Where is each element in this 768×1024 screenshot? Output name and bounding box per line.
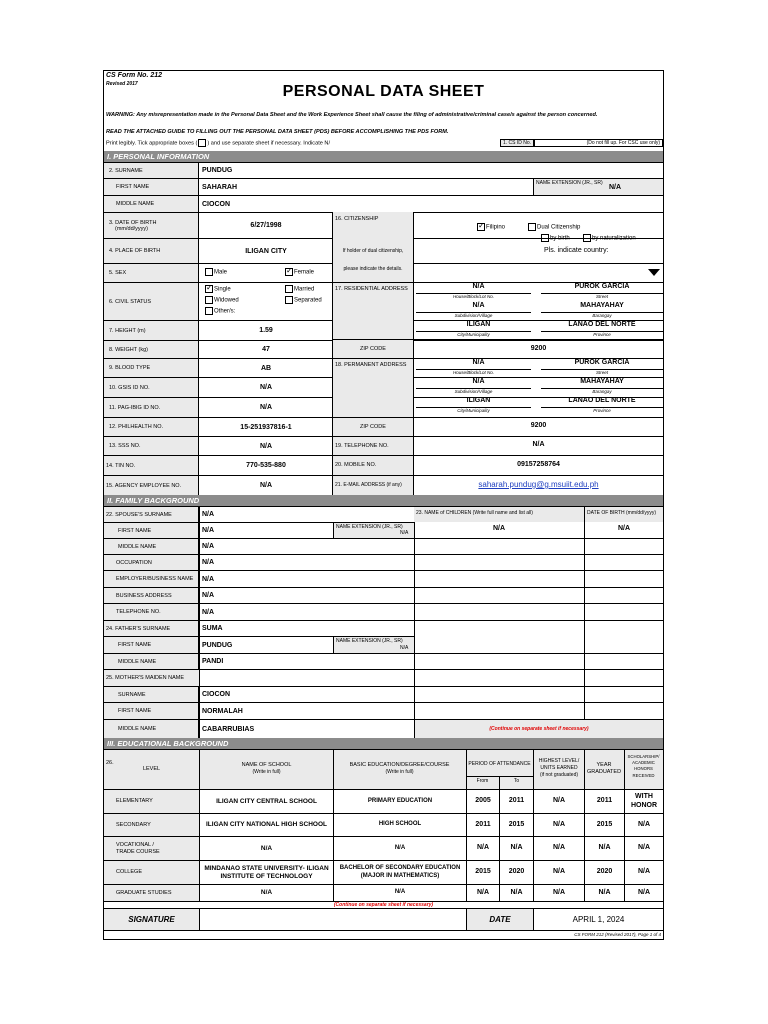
- page-title: PERSONAL DATA SHEET: [282, 83, 485, 100]
- mother-maiden-row: [104, 669, 663, 686]
- edu-from: N/A: [476, 844, 490, 852]
- edu-level-cell: [104, 885, 199, 901]
- height-label: 7. HEIGHT (m): [104, 321, 199, 340]
- edu-level-cell: [104, 790, 199, 813]
- citizenship-label-cell: 16. CITIZENSHIP If holder of dual citizenship, please indicate the details.: [332, 212, 414, 282]
- first-name-value[interactable]: SAHARAH: [202, 183, 237, 191]
- section-personal-information: I. PERSONAL INFORMATION: [104, 151, 663, 162]
- gsis-value[interactable]: N/A: [259, 384, 273, 391]
- edu-school: N/A: [260, 844, 273, 852]
- edu-units: N/A: [552, 844, 566, 852]
- edu-course: N/A: [394, 844, 406, 851]
- telephone-label: 19. TELEPHONE NO.: [332, 436, 414, 455]
- spouse-telephone-value[interactable]: N/A: [202, 608, 215, 616]
- page-footer: CS FORM 212 (Revised 2017), Page 1 of 4: [574, 932, 661, 937]
- education-row: [104, 789, 663, 813]
- edu-units-header: HIGHEST LEVEL/ UNITS EARNED (if not graduated): [538, 758, 580, 778]
- first-name-row: [104, 178, 663, 195]
- mother-surname-value[interactable]: CIOCON: [202, 691, 230, 698]
- res-house-value[interactable]: N/A: [472, 283, 485, 290]
- spouse-first-row: [104, 522, 414, 538]
- philhealth-value[interactable]: 15-251937816-1: [240, 423, 292, 431]
- birth-date-label: 3. DATE OF BIRTH (mm/dd/yyyy): [104, 213, 199, 238]
- edu-honors-cell[interactable]: [625, 837, 663, 860]
- street-caption: Street: [541, 293, 663, 299]
- edu-level: GRADUATE STUDIES: [116, 889, 172, 896]
- father-ext-cell: NAME EXTENSION (JR., SR): [333, 637, 414, 653]
- signature-label: SIGNATURE: [104, 908, 200, 931]
- philhealth-label: 12. PHILHEALTH NO.: [104, 418, 199, 436]
- father-ext-value[interactable]: N/A: [400, 645, 409, 651]
- edu-course-cell[interactable]: [334, 885, 466, 901]
- spouse-middle-row: [104, 538, 663, 554]
- education-row: [104, 884, 663, 901]
- child-dob-value[interactable]: N/A: [617, 525, 631, 532]
- edu-units: N/A: [552, 888, 566, 896]
- edu-year-cell[interactable]: [585, 814, 624, 836]
- tin-label: 14. TIN NO.: [104, 456, 199, 475]
- father-middle-row: [104, 653, 663, 669]
- mother-middle-label: MIDDLE NAME: [104, 720, 199, 738]
- chevron-down-icon[interactable]: [648, 269, 660, 276]
- by-naturalization-checkbox[interactable]: [583, 234, 591, 242]
- edu-year: N/A: [598, 844, 611, 852]
- edu-from-header: From: [476, 778, 489, 784]
- middle-name-row: [104, 195, 663, 212]
- father-surname-value[interactable]: SUMA: [202, 625, 223, 632]
- agency-label: 15. AGENCY EMPLOYEE NO.: [104, 476, 199, 495]
- edu-units: N/A: [552, 820, 566, 828]
- edu-honors: N/A: [637, 820, 651, 828]
- edu-year-cell[interactable]: [585, 861, 624, 884]
- edu-level: SECONDARY: [116, 821, 151, 828]
- perm-house-caption: House/Block/Lot No.: [416, 369, 531, 375]
- sss-label: 13. SSS NO.: [104, 437, 199, 455]
- province-caption: Province: [541, 331, 663, 337]
- edu-from-cell[interactable]: [467, 861, 499, 884]
- res-zip-value[interactable]: 9200: [414, 339, 663, 358]
- widowed-checkbox[interactable]: [205, 296, 213, 304]
- perm-subdivision-value[interactable]: N/A: [472, 378, 485, 385]
- perm-street-caption: Street: [541, 369, 663, 375]
- spouse-surname-label: 22. SPOUSE'S SURNAME: [104, 507, 199, 522]
- tick-sample-checkbox: [198, 139, 206, 147]
- res-subdivision-value[interactable]: N/A: [472, 302, 485, 309]
- edu-school-cell[interactable]: [200, 885, 333, 901]
- family-continue-note: (Continue on separate sheet if necessary): [415, 720, 663, 738]
- barangay-caption: Barangay: [541, 312, 663, 318]
- edu-to-cell[interactable]: [500, 885, 533, 901]
- perm-street-value[interactable]: PUROK GARCIA: [574, 359, 630, 366]
- civil-married-option[interactable]: Married: [285, 285, 314, 293]
- perm-province-caption: Province: [541, 407, 663, 413]
- education-row: [104, 860, 663, 884]
- edu-course: BACHELOR OF SECONDARY EDUCATION: [339, 865, 461, 872]
- edu-from: N/A: [476, 888, 490, 896]
- occupation-value[interactable]: N/A: [202, 559, 215, 566]
- children-header: 23. NAME of CHILDREN (Write full name and list all): [414, 506, 584, 522]
- father-surname-row: [104, 620, 663, 636]
- country-prompt: Pls. indicate country:: [544, 247, 609, 254]
- edu-units-cell[interactable]: [534, 790, 584, 813]
- date-value[interactable]: APRIL 1, 2024: [534, 908, 663, 931]
- dual-by-birth-option[interactable]: by birth: [541, 234, 570, 242]
- edu-level-cell: [104, 861, 199, 884]
- signature-field[interactable]: [200, 908, 466, 931]
- form-revised: Revised 2017: [106, 81, 138, 87]
- perm-city-value[interactable]: ILIGAN: [466, 397, 491, 404]
- mobile-value[interactable]: 09157258764: [517, 461, 560, 468]
- employer-label: EMPLOYER/BUSINESS NAME: [104, 571, 199, 587]
- edu-course-line2: (MAJOR IN MATHEMATICS): [360, 872, 440, 879]
- dual-citizenship-checkbox[interactable]: [528, 223, 536, 231]
- res-street-value[interactable]: PUROK GARCIA: [574, 283, 630, 290]
- edu-honors-header: SCHOLARSHIP/ ACADEMIC HONORS RECEIVED: [627, 754, 660, 778]
- edu-to: 2020: [508, 868, 525, 876]
- edu-year-header: YEAR GRADUATED: [586, 762, 622, 776]
- edu-level: ELEMENTARY: [116, 798, 153, 805]
- edu-year: 2020: [596, 868, 613, 876]
- perm-zip-label: ZIP CODE: [332, 417, 414, 436]
- edu-from: 2015: [475, 868, 491, 876]
- mobile-label: 20. MOBILE NO.: [332, 455, 414, 475]
- edu-level-cell: [104, 814, 199, 836]
- children-dob-header: DATE OF BIRTH (mm/dd/yyyy): [585, 506, 663, 522]
- edu-school-cell[interactable]: [200, 861, 333, 884]
- edu-to: N/A: [510, 888, 523, 896]
- perm-barangay-value[interactable]: MAHAYAHAY: [580, 378, 624, 385]
- edu-from: 2005: [475, 797, 491, 805]
- edu-school-cell[interactable]: [200, 814, 333, 836]
- sex-female-option[interactable]: ✓ Female: [285, 268, 314, 276]
- pagibig-label: 11. PAG-IBIG ID NO.: [104, 398, 199, 417]
- section-educational-background: III. EDUCATIONAL BACKGROUND: [104, 738, 663, 749]
- civil-others-option[interactable]: Other/s:: [205, 307, 235, 315]
- spouse-first-value[interactable]: N/A: [202, 527, 215, 534]
- edu-to-header: To: [513, 778, 520, 784]
- agency-value[interactable]: N/A: [259, 482, 273, 489]
- perm-province-value[interactable]: LANAO DEL NORTE: [568, 397, 636, 404]
- res-province-value[interactable]: LANAO DEL NORTE: [568, 321, 636, 328]
- pagibig-value[interactable]: N/A: [259, 404, 273, 411]
- edu-school: ILIGAN CITY NATIONAL HIGH SCHOOL: [206, 821, 327, 829]
- edu-year-cell[interactable]: [585, 885, 624, 901]
- date-label: DATE: [466, 908, 534, 931]
- employer-row: [104, 570, 663, 587]
- edu-units-cell[interactable]: [534, 814, 584, 836]
- edu-school-cell[interactable]: [200, 837, 333, 860]
- mother-middle-value[interactable]: CABARRUBIAS: [202, 725, 255, 733]
- employer-value[interactable]: N/A: [202, 575, 215, 583]
- mother-first-label: FIRST NAME: [104, 703, 199, 719]
- sss-value[interactable]: N/A: [259, 442, 273, 450]
- spouse-first-label: FIRST NAME: [104, 523, 199, 538]
- edu-from-cell[interactable]: [467, 814, 499, 836]
- citizenship-filipino-option[interactable]: ✓Filipino: [477, 223, 505, 231]
- education-row: [104, 813, 663, 836]
- edu-year: 2015: [596, 820, 613, 828]
- single-checkbox[interactable]: [205, 285, 213, 293]
- edu-to: N/A: [510, 844, 523, 852]
- edu-to-cell[interactable]: [500, 790, 533, 813]
- surname-value[interactable]: PUNDUG: [202, 167, 233, 174]
- perm-house-value[interactable]: N/A: [472, 359, 485, 366]
- edu-year-cell[interactable]: [585, 790, 624, 813]
- edu-level-header: LEVEL: [142, 766, 161, 772]
- blood-type-label: 9. BLOOD TYPE: [104, 359, 199, 377]
- edu-course-cell[interactable]: [334, 814, 466, 836]
- edu-to-cell[interactable]: [500, 837, 533, 860]
- spouse-telephone-label: TELEPHONE NO.: [104, 604, 199, 620]
- house-caption: House/Block/Lot No.: [416, 293, 531, 299]
- edu-level-cell: [104, 837, 199, 860]
- tin-value[interactable]: 770-535-880: [246, 462, 286, 469]
- perm-barangay-caption: Barangay: [541, 388, 663, 394]
- edu-school: MINDANAO STATE UNIVERSITY- ILIGAN: [204, 864, 329, 872]
- perm-zip-value[interactable]: 9200: [530, 422, 547, 429]
- education-header: [104, 749, 663, 789]
- business-address-row: [104, 587, 663, 603]
- spouse-telephone-row: [104, 603, 663, 620]
- email-link[interactable]: saharah.pundug@g.msuiit.edu.ph: [478, 480, 599, 489]
- edu-units-cell[interactable]: [534, 837, 584, 860]
- civil-widowed-option[interactable]: Widowed: [205, 296, 239, 304]
- civil-single-option[interactable]: ✓Single: [205, 285, 231, 293]
- edu-to-cell[interactable]: [500, 814, 533, 836]
- email-label: 21. E-MAIL ADDRESS (if any): [332, 475, 414, 495]
- res-city-value[interactable]: ILIGAN: [466, 321, 491, 328]
- father-first-label: FIRST NAME: [104, 637, 199, 653]
- email-value[interactable]: [414, 475, 663, 495]
- edu-course-cell[interactable]: [334, 790, 466, 813]
- mother-maiden-label: 25. MOTHER'S MAIDEN NAME: [104, 670, 200, 686]
- res-barangay-value[interactable]: MAHAYAHAY: [580, 302, 624, 309]
- weight-label: 8. WEIGHT (kg): [104, 341, 199, 358]
- country-dropdown[interactable]: [414, 263, 663, 282]
- edu-school-line2: INSTITUTE OF TECHNOLOGY: [220, 872, 313, 880]
- edu-level-line2: TRADE COURSE: [116, 848, 160, 855]
- pds-form: [103, 70, 664, 940]
- cs-id-note: (Do not fill up. For CSC use only): [534, 139, 663, 147]
- civil-status-label: 6. CIVIL STATUS: [104, 283, 199, 320]
- guide-notice: READ THE ATTACHED GUIDE TO FILLING OUT THE PERSONAL DATA SHEET (PDS) BEFORE ACCOMPLISHING THE PDS FORM.: [106, 129, 449, 135]
- edu-course-cell[interactable]: [334, 837, 466, 860]
- height-value[interactable]: 1.59: [259, 327, 273, 334]
- middle-name-value[interactable]: CIOCON: [202, 200, 230, 208]
- perm-city-caption: City/Municipality: [416, 407, 531, 413]
- edu-honors: WITH: [635, 793, 653, 801]
- edu-honors: N/A: [637, 888, 651, 896]
- edu-honors-cell[interactable]: [625, 885, 663, 901]
- birth-date-value[interactable]: 6/27/1998: [250, 222, 282, 229]
- sex-label: 5. SEX: [104, 264, 199, 282]
- edu-year-cell[interactable]: [585, 837, 624, 860]
- edu-to: 2011: [508, 797, 525, 805]
- child-name-value[interactable]: N/A: [492, 525, 506, 532]
- spouse-ext-cell: NAME EXTENSION (JR., SR): [333, 523, 414, 538]
- father-first-value[interactable]: PUNDUG: [202, 641, 233, 649]
- edu-honors-cell[interactable]: [625, 861, 663, 884]
- perm-subdivision-caption: Subdivision/Village: [416, 388, 531, 394]
- warning-text: WARNING: Any misrepresentation made in the Personal Data Sheet and the Work Experience Sheet shall cause the filing of administrative/criminal case/s against the person concerned.: [106, 112, 598, 118]
- edu-from: 2011: [475, 820, 491, 828]
- female-checkbox[interactable]: [285, 268, 293, 276]
- father-middle-value[interactable]: PANDI: [202, 658, 224, 665]
- mother-first-value[interactable]: NORMALAH: [202, 707, 243, 715]
- spouse-surname-value[interactable]: N/A: [202, 511, 215, 518]
- mother-first-row: [104, 702, 663, 719]
- edu-item-number: 26.: [106, 760, 114, 766]
- edu-year: 2011: [596, 797, 613, 805]
- edu-school-cell[interactable]: [200, 790, 333, 813]
- res-zip-label: ZIP CODE: [332, 339, 414, 358]
- male-checkbox[interactable]: [205, 268, 213, 276]
- residential-address-label: 17. RESIDENTIAL ADDRESS: [332, 282, 414, 347]
- occupation-row: [104, 554, 663, 570]
- edu-units: N/A: [552, 797, 566, 805]
- filipino-checkbox[interactable]: [477, 223, 485, 231]
- city-caption: City/Municipality: [416, 331, 531, 337]
- business-address-label: BUSINESS ADDRESS: [104, 588, 199, 603]
- edu-from-cell[interactable]: [467, 790, 499, 813]
- weight-value[interactable]: 47: [262, 346, 270, 353]
- married-checkbox[interactable]: [285, 285, 293, 293]
- mother-middle-row: [104, 719, 663, 738]
- edu-from-cell[interactable]: [467, 837, 499, 860]
- by-birth-checkbox[interactable]: [541, 234, 549, 242]
- telephone-value[interactable]: N/A: [532, 441, 545, 448]
- permanent-address-label: 18. PERMANENT ADDRESS: [332, 358, 414, 417]
- sex-male-option[interactable]: Male: [205, 268, 227, 276]
- blood-type-value[interactable]: AB: [260, 364, 272, 372]
- surname-row: [104, 162, 663, 178]
- edu-school: N/A: [260, 889, 273, 897]
- edu-period-header: PERIOD OF ATTENDANCE: [468, 761, 531, 767]
- citizenship-dual-option[interactable]: Dual Citizenship: [528, 223, 580, 231]
- father-surname-label: 24. FATHER'S SURNAME: [104, 621, 199, 636]
- business-address-value[interactable]: N/A: [202, 592, 215, 599]
- birth-place-label: 4. PLACE OF BIRTH: [104, 239, 199, 263]
- edu-course: N/A: [394, 889, 406, 896]
- occupation-label: OCCUPATION: [104, 555, 199, 570]
- edu-to-cell[interactable]: [500, 861, 533, 884]
- others-checkbox[interactable]: [205, 307, 213, 315]
- edu-course-cell[interactable]: [334, 861, 466, 884]
- civil-separated-option[interactable]: Separated: [285, 296, 322, 304]
- print-instructions: Print legibly. Tick appropriate boxes ( ) and use separate sheet if necessary. Indicate N/: [106, 140, 331, 147]
- spouse-middle-label: MIDDLE NAME: [104, 539, 199, 554]
- edu-level: COLLEGE: [116, 869, 142, 876]
- gsis-label: 10. GSIS ID NO.: [104, 378, 199, 397]
- mother-surname-label: SURNAME: [104, 687, 199, 702]
- spouse-surname-row: [104, 506, 663, 522]
- edu-honors-line2: HONOR: [630, 801, 658, 809]
- education-continue-note: (Continue on separate sheet if necessary): [104, 901, 663, 908]
- birth-place-value[interactable]: ILIGAN CITY: [245, 247, 287, 255]
- edu-units: N/A: [552, 868, 566, 876]
- mother-surname-row: [104, 686, 663, 702]
- surname-label: 2. SURNAME: [104, 163, 199, 178]
- dual-by-naturalization-option[interactable]: by naturalization: [583, 234, 636, 242]
- form-number: CS Form No. 212: [106, 72, 163, 79]
- separated-checkbox[interactable]: [285, 296, 293, 304]
- father-middle-label: MIDDLE NAME: [104, 654, 199, 669]
- edu-course: PRIMARY EDUCATION: [367, 797, 433, 804]
- section-family-background: II. FAMILY BACKGROUND: [104, 495, 663, 506]
- subdivision-caption: Subdivision/Village: [416, 312, 531, 318]
- edu-units-cell[interactable]: [534, 885, 584, 901]
- edu-level: VOCATIONAL /: [116, 841, 154, 848]
- edu-school: ILIGAN CITY CENTRAL SCHOOL: [216, 797, 317, 805]
- father-first-row: [104, 636, 414, 653]
- spouse-ext-value[interactable]: N/A: [400, 530, 409, 536]
- edu-honors: N/A: [637, 844, 651, 852]
- edu-from-cell[interactable]: [467, 885, 499, 901]
- name-extension-value[interactable]: N/A: [609, 183, 622, 191]
- cs-id-label: 1. CS ID No.: [500, 139, 534, 147]
- middle-name-label: MIDDLE NAME: [104, 196, 199, 212]
- edu-honors: N/A: [637, 868, 651, 876]
- edu-course-header: BASIC EDUCATION/DEGREE/COURSE (Write in full): [349, 762, 450, 776]
- edu-to: 2015: [508, 820, 525, 828]
- edu-course: HIGH SCHOOL: [378, 821, 422, 828]
- edu-year: N/A: [598, 888, 611, 896]
- spouse-middle-value[interactable]: N/A: [202, 543, 215, 550]
- name-extension-cell: NAME EXTENSION (JR., SR): [533, 179, 663, 195]
- first-name-label: FIRST NAME: [104, 179, 199, 195]
- edu-honors-cell[interactable]: [625, 814, 663, 836]
- education-row: [104, 836, 663, 860]
- edu-school-header: NAME OF SCHOOL (Write in full): [241, 762, 292, 776]
- edu-units-cell[interactable]: [534, 861, 584, 884]
- edu-honors-cell[interactable]: [625, 790, 663, 813]
